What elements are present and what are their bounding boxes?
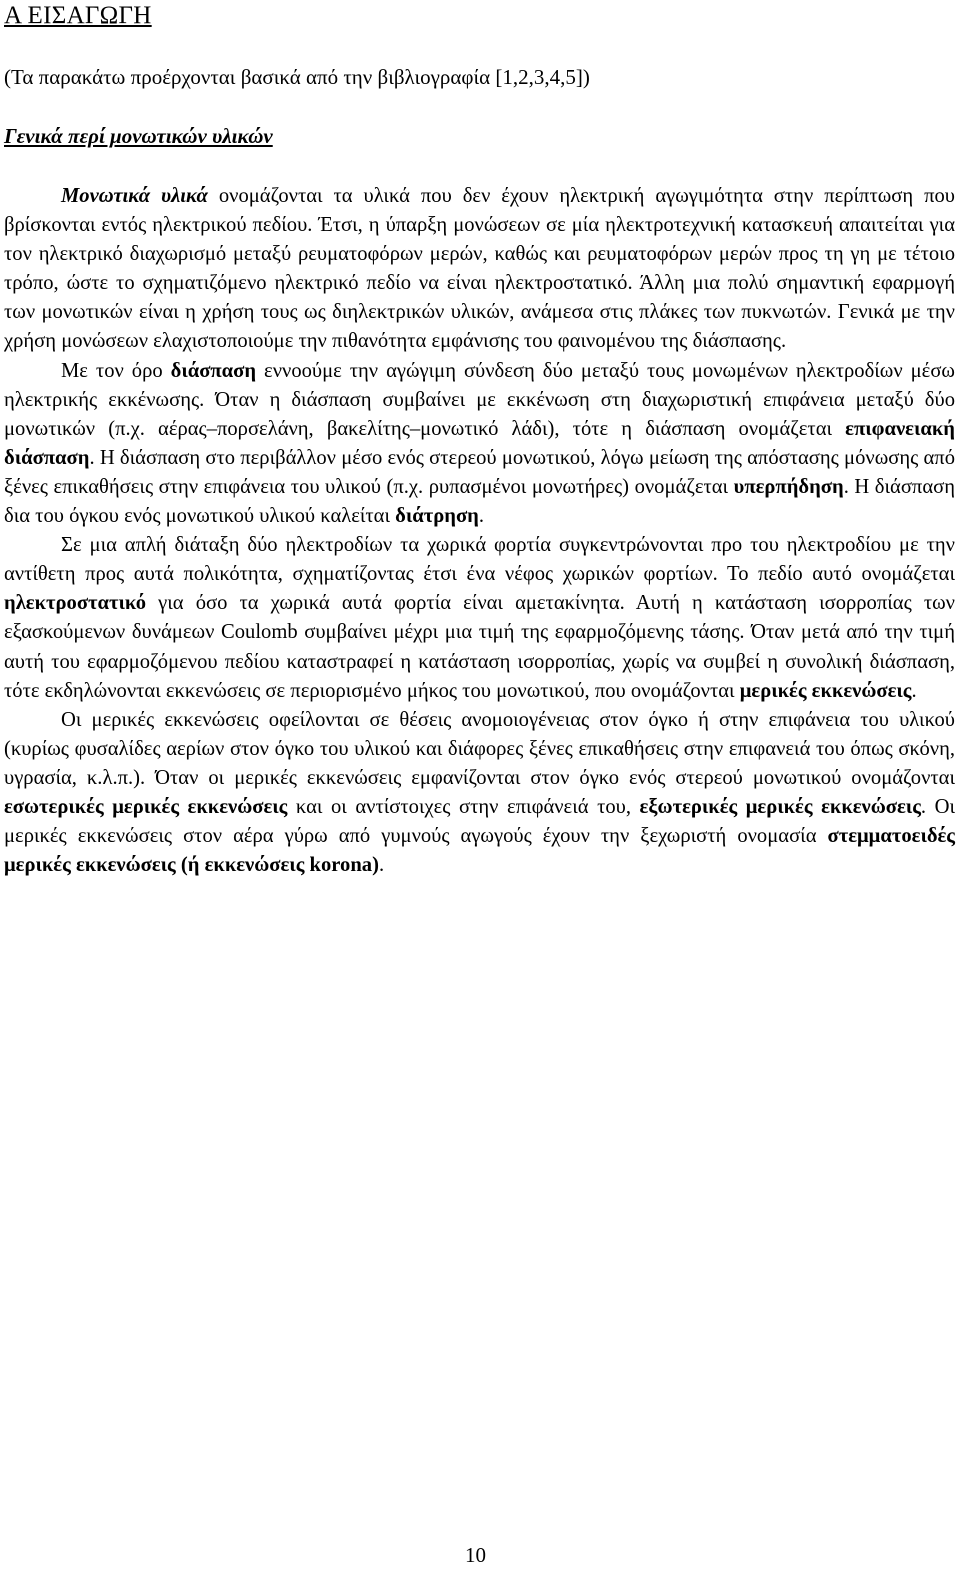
- page-number: 10: [465, 1543, 486, 1567]
- bold-term: επιφανειακή διάσπαση: [4, 417, 955, 469]
- body-paragraph: [4, 706, 955, 881]
- bold-term: διάτρηση: [395, 505, 479, 528]
- bold-term: εσωτερικές μερικές εκκενώσεις: [4, 795, 288, 818]
- sources-note: (Τα παρακάτω προέρχονται βασικά από την βιβλιογραφία [1,2,3,4,5]): [4, 65, 590, 89]
- paragraph-text: Με τον όρο: [61, 359, 171, 382]
- bold-term: υπερπήδηση: [733, 475, 844, 498]
- paragraph-text: Σε μια απλή διάταξη δύο ηλεκτροδίων τα χωρικά φορτία συγκεντρώνονται προ του ηλεκτροδίου με την αντίθετη προς αυτά πολικότητα, σχηματίζοντας έτσι ένα νέφος χωρικών φορτίων. Το πεδίο αυτό ονομάζεται: [4, 534, 955, 586]
- bold-term: στεμματοειδές μερικές εκκενώσεις (ή εκκενώσεις korona): [4, 825, 955, 877]
- paragraph-text: εννοούμε την αγώγιμη σύνδεση δύο μεταξύ τους μονωμένων ηλεκτροδίων μέσω ηλεκτρικής εκκένωσης. Όταν η διάσπαση συμβαίνει με εκκένωση στη διαχωριστική επιφάνεια μεταξύ δύο μονωτικών (π.χ. αέρας–πορσελάνη, βακελίτης–μονωτικό λάδι), τότε η διάσπαση ονομάζεται: [4, 359, 955, 440]
- paragraph-text: και οι αντίστοιχες στην επιφάνειά του,: [287, 795, 640, 818]
- paragraph-text: .: [478, 505, 485, 528]
- body-text: [4, 182, 955, 880]
- bold-term: εξωτερικές μερικές εκκενώσεις: [639, 795, 921, 818]
- body-paragraph: [4, 182, 955, 357]
- body-paragraph: [4, 357, 955, 532]
- section-heading: Γενικά περί μονωτικών υλικών: [4, 124, 273, 148]
- bold-term: μερικές εκκενώσεις: [739, 679, 912, 702]
- paragraph-text: Οι μερικές εκκενώσεις οφείλονται σε θέσεις ανομοιογένειας στον όγκο ή στην επιφάνεια του υλικού (κυρίως φυσαλίδες αερίων στον όγκο του υλικού και διάφορες ξένες επικαθήσεις στην επιφανειά του όπως σκόνη, υγρασία, κ.λ.π.). Όταν οι μερικές εκκενώσεις εμφανίζονται στον όγκο ενός στερεού μονωτικού ονομάζονται: [4, 708, 955, 789]
- bold-term: διάσπαση: [170, 359, 257, 382]
- chapter-title: Α ΕΙΣΑΓΩΓΗ: [4, 2, 152, 29]
- paragraph-text: .: [378, 854, 385, 877]
- bold-term: ηλεκτροστατικό: [4, 592, 147, 615]
- body-paragraph: [4, 531, 955, 706]
- paragraph-text: .: [911, 679, 917, 702]
- paragraph-text: ονομάζονται τα υλικά που δεν έχουν ηλεκτρική αγωγιμότητα στην περίπτωση που βρίσκονται εντός ηλεκτρικού πεδίου. Έτσι, η ύπαρξη μονώσεων σε μία ηλεκτροτεχνική κατασκευή απαιτείται για τον ηλεκτρικό διαχωρισμό μεταξύ ρευματοφόρων μερών, καθώς και ρευματοφόρων μερών προς τη γη με τέτοιο τρόπο, ώστε το σχηματιζόμενο ηλεκτρικό πεδίο να είναι ηλεκτροστατικό. Άλλη μια πολύ σημαντική εφαρμογή των μονωτικών είναι η χρήση τους ως διηλεκτρικών υλικών, ανάμεσα στις πλάκες των πυκνωτών. Γενικά με την χρήση μονώσεων ελαχιστοποιούμε την πιθανότητα εμφάνισης του φαινομένου της διάσπασης.: [4, 185, 955, 353]
- paragraph-text: . Η διάσπαση δια του όγκου ενός μονωτικού υλικού καλείται: [4, 475, 955, 528]
- paragraph-text: . Οι μερικές εκκενώσεις στον αέρα γύρω από γυμνούς αγωγούς έχουν την ξεχωριστή ονομασία: [4, 795, 955, 848]
- paragraph-text: για όσο τα χωρικά αυτά φορτία είναι αμετακίνητα. Αυτή η κατάσταση ισορροπίας των εξασκούμενων δυνάμεων Coulomb συμβαίνει μέχρι μια τιμή της εφαρμοζόμενης τάσης. Όταν μετά από την τιμή αυτή του εφαρμοζόμενου πεδίου καταστραφεί η κατάσταση ισορροπίας, χωρίς να συμβεί η συνολική διάσπαση, τότε εκδηλώνονται εκκενώσεις σε περιορισμένο μήκος του μονωτικού, που ονομάζονται: [4, 592, 955, 702]
- paragraph-text: . Η διάσπαση στο περιβάλλον μέσο ενός στερεού μονωτικού, λόγω μείωση της απόστασης μόνωσης από ξένες επικαθήσεις στην επιφάνεια του υλικού (π.χ. ρυπασμένοι μονωτήρες) ονομάζεται: [4, 446, 955, 498]
- bold-term: Μονωτικά υλικά: [61, 185, 208, 207]
